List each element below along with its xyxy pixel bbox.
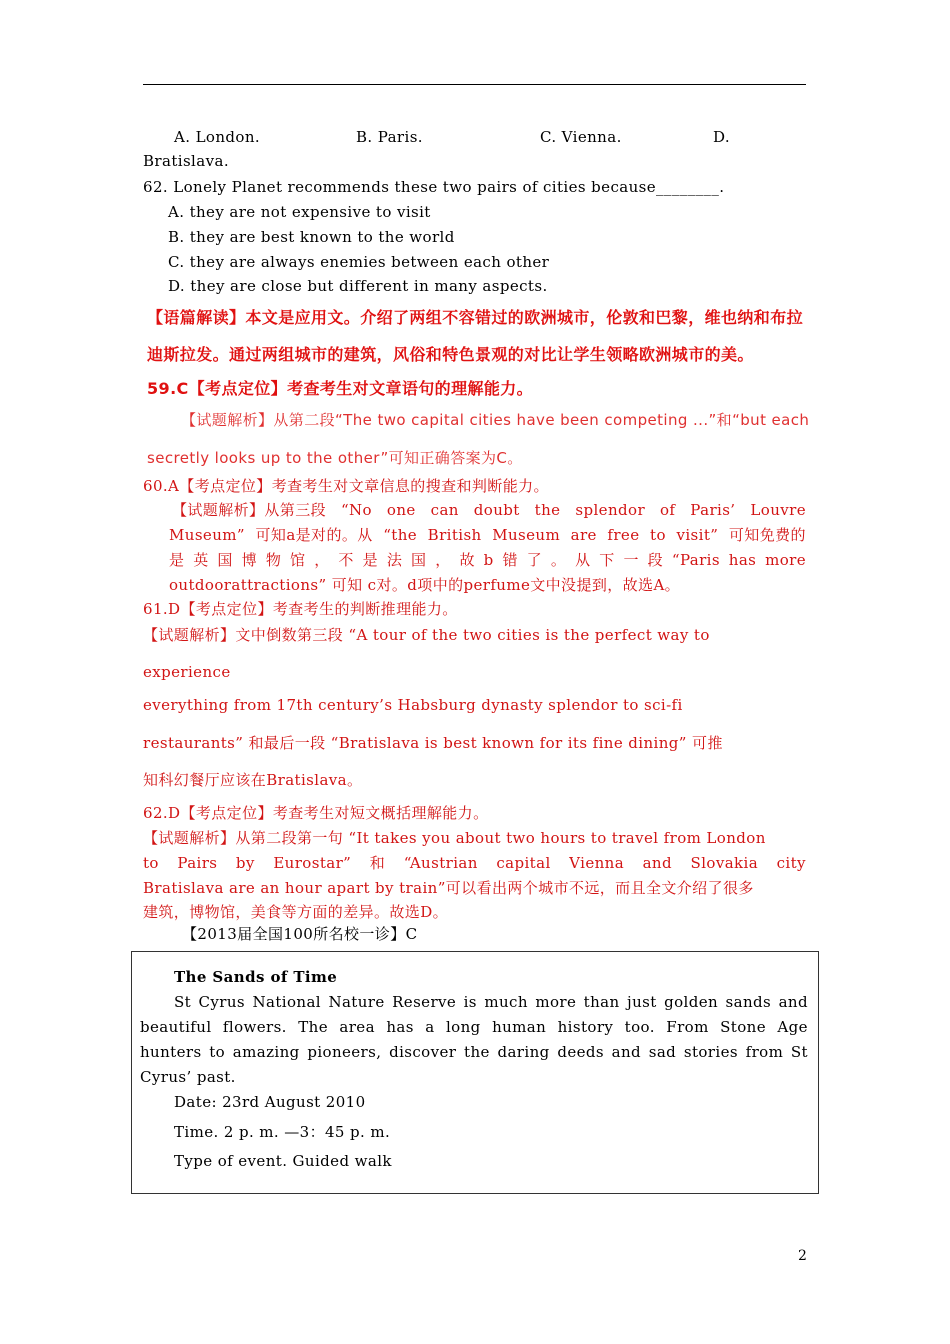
answer-60-line-5: outdoorattractions” 可知 c对。d项中的perfume文中没提到，故选A。	[169, 576, 681, 594]
answer-61-line-2: 【试题解析】文中倒数第三段 “A tour of the two cities is the perfect way to	[143, 626, 710, 644]
answer-61-line-3: experience	[143, 663, 231, 681]
q61-option-a: A. London.	[174, 128, 261, 146]
page-number: 2	[798, 1248, 807, 1264]
q61-option-d-cont: Bratislava.	[143, 152, 229, 170]
answer-62-line-1: 62.D【考点定位】考查考生对短文概括理解能力。	[143, 804, 489, 822]
answer-60-line-4: 是 英 国 博 物 馆 ， 不 是 法 国 ， 故 b 错 了 。 从 下 一 段 “Paris has more	[169, 551, 806, 569]
reading-analysis-line-1: 【语篇解读】本文是应用文。介绍了两组不容错过的欧洲城市，伦敦和巴黎，维也纳和布拉	[147, 308, 804, 327]
event-type: Type of event. Guided walk	[174, 1152, 392, 1170]
answer-62-line-4: Bratislava are an hour apart by train”可以看出两个城市不远，而且全文介绍了很多	[143, 879, 754, 897]
q61-option-b: B. Paris.	[356, 128, 423, 146]
passage-line-1: St Cyrus National Nature Reserve is much more than just golden sands and	[174, 993, 808, 1011]
answer-61-line-6: 知科幻餐厅应该在Bratislava。	[143, 771, 363, 789]
answer-62-line-2: 【试题解析】从第二段第一句 “It takes you about two hours to travel from London	[143, 829, 766, 847]
passage-title: The Sands of Time	[174, 968, 338, 986]
event-time: Time. 2 p. m. —3：45 p. m.	[174, 1123, 391, 1141]
answer-61-line-1: 61.D【考点定位】考查考生的判断推理能力。	[143, 600, 458, 618]
passage-line-4: Cyrus’ past.	[140, 1068, 236, 1086]
q62-option-a: A. they are not expensive to visit	[168, 203, 431, 221]
answer-62-line-5: 建筑，博物馆，美食等方面的差异。故选D。	[143, 903, 449, 921]
reading-analysis-line-2: 迪斯拉发。通过两组城市的建筑，风俗和特色景观的对比让学生领略欧洲城市的美。	[147, 345, 754, 364]
answer-60-line-1: 60.A【考点定位】考查考生对文章信息的搜查和判断能力。	[143, 477, 549, 495]
answer-59-line-3: secretly looks up to the other”可知正确答案为C。	[147, 449, 523, 467]
answer-60-line-3: Museum” 可知a是对的。从 “the British Museum are free to visit” 可知免费的	[169, 526, 806, 544]
answer-60-line-2: 【试题解析】从第三段 “No one can doubt the splendor of Paris’ Louvre	[172, 501, 806, 519]
passage-box	[131, 951, 819, 1194]
answer-61-line-4: everything from 17th century’s Habsburg dynasty splendor to sci-fi	[143, 696, 683, 714]
q62-option-c: C. they are always enemies between each other	[168, 253, 550, 271]
passage-line-2: beautiful flowers. The area has a long human history too. From Stone Age	[140, 1018, 808, 1036]
passage-line-3: hunters to amazing pioneers, discover the daring deeds and sad stories from St	[140, 1043, 808, 1061]
answer-61-line-5: restaurants” 和最后一段 “Bratislava is best known for its fine dining” 可推	[143, 734, 723, 752]
header-rule	[143, 84, 806, 85]
answer-62-line-3: to Pairs by Eurostar” 和 “Austrian capital Vienna and Slovakia city	[143, 854, 806, 872]
q61-option-c: C. Vienna.	[540, 128, 622, 146]
q61-option-d: D.	[713, 128, 731, 146]
q62-option-b: B. they are best known to the world	[168, 228, 455, 246]
q62-option-d: D. they are close but different in many aspects.	[168, 277, 548, 295]
q62-stem: 62. Lonely Planet recommends these two pairs of cities because________.	[143, 178, 725, 196]
source-tag: 【2013届全国100所名校一诊】C	[182, 925, 418, 943]
answer-59-line-1: 59.C【考点定位】考查考生对文章语句的理解能力。	[147, 379, 534, 398]
answer-59-line-2: 【试题解析】从第二段“The two capital cities have been competing ...”和“but each	[181, 411, 810, 429]
event-date: Date: 23rd August 2010	[174, 1093, 366, 1111]
